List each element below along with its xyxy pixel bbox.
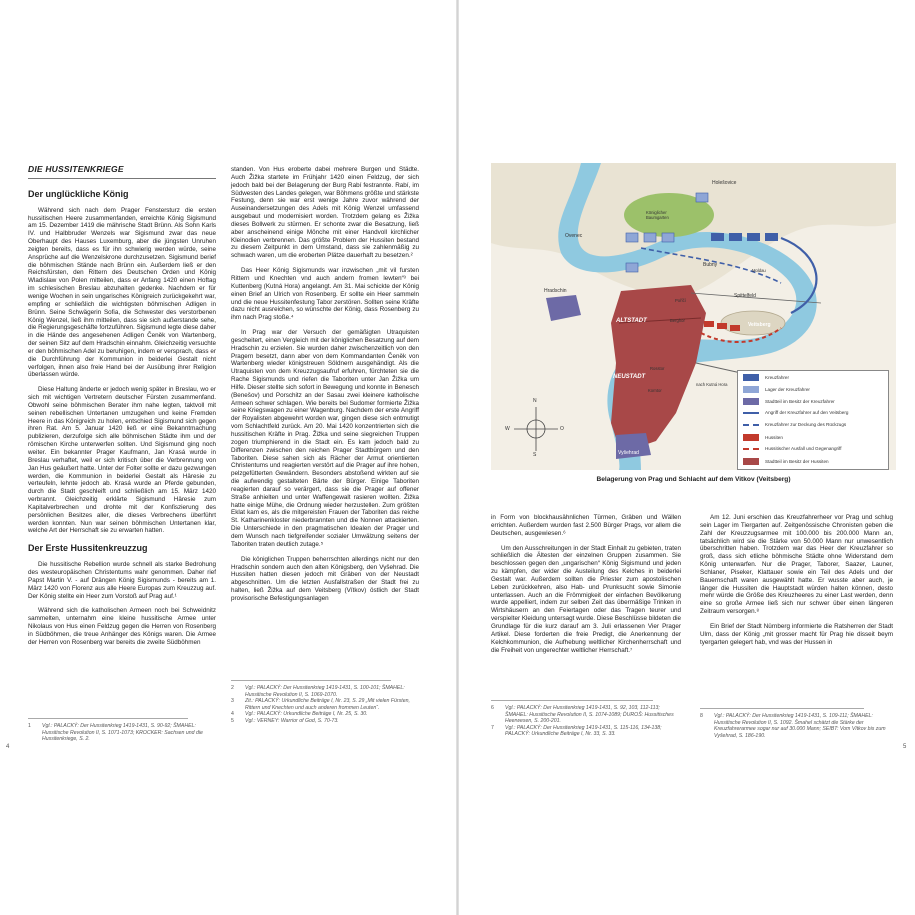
legend-swatch (743, 448, 759, 450)
legend-item (743, 446, 842, 451)
footnote (700, 713, 893, 739)
footnote-text: Vgl.: VERNEY: Warrior of God, S. 70-73. (245, 717, 339, 724)
label-veitsberg: Veitsberg (748, 322, 771, 328)
footnotes-col4 (700, 700, 893, 739)
footnote (28, 723, 216, 743)
footnote (491, 705, 681, 725)
paragraph: Diese Haltung änderte er jedoch wenig später in Breslau, wo er sich mit wichtigen Vertretern deutscher Fürsten zusammenfand. Obwohl seine böhmischen Berater ihm nahe legten, taktvoll mit seinen rebellischen Untertanen umzugehen und keine Fremden Heere in das Königreich zu holen, entschied Sigismund sich gegen ihren Rat. Am 5. Januar 1420 ließ er eine Bekanntmachung publizieren, derzufolge sich alle böhmischen Städte ihm und der römischen Kirche unterwerfen sollten. Und Sigismund ging noch weiter. Ein bekannter Prager Kaufmann, Jan Krasá wurde in Breslau verhaftet, weil er sich kritisch über die Verbrennung von Jan Hus geäußert hatte. Unter der Folter sollte er dazu gezwungen werden, die Kommunion in beiderlei Gestalt als Häresie zu verteufeln, lehnte jedoch ab. Krasá wurde an Pferde gebunden, durch die Stadt geschleift und schließlich am 15. März 1420 verbrannt. Gleichzeitig erklärte Sigismund Häresie zum Kapitalverbrechen und drohte mit der Konfiszierung des persönlichen Besitzes aller, die dieses Verbrechens überführt werden konnten. Nun war seinen böhmischen Untertanen klar, welche Art der Herrschaft sie zu erwarten hatten. (28, 386, 216, 535)
footnote-text: Vgl.: PALACKÝ: Der Hussitenkrieg 1419-1431, S. 109-111; ŠMAHEL: Hussitische Revolution II, S. 1092. Šmahel schätzt die Stärke der Kreuzfahrerarmee sogar nur auf 30.000 Mann; SEIBT: Vom Vítkov bis zum Vyšehrad, S. 186-190. (714, 713, 886, 739)
paragraph: standen. Von Hus eroberte dabei mehrere Burgen und Städte. Auch Žižka startete im Frühjahr 1420 einen Feldzug, der sich jedoch bald bei der Belagerung der Burg Rabí festrannte. Rabí, im Südwesten des Landes gelegen, war Böhmens größte und stärkste Festung, denn sie war erst wenige Jahre zuvor während der Auseinandersetzungen des Adels mit König Wenzel umfassend ausgebaut und modernisiert worden. Trotzdem gelang es Žižka dieses Bollwerk zu stürmen. Er schonte zwar die Besatzung, ließ aber anscheinend einige Mönche mit einer Handvoll kirchlicher Kleinodien verbrennen. Das größte Problem der Hussiten bestand zu diesem Zeitpunkt in dem Umstand, dass sie zahlenmäßig zu schwach waren, um die eroberten Plätze dauerhaft zu besetzen.² (231, 166, 419, 260)
legend-swatch (743, 458, 759, 465)
legend-label: Stadtteil im Besitz der Hussiten (765, 459, 829, 464)
label-ovenec: Ovenec (565, 233, 583, 239)
legend-label: Hussitischer Ausfall und Gegenangriff (765, 446, 842, 451)
footnotes-col3 (491, 692, 681, 738)
hussite-unit (717, 323, 727, 329)
legend-item (743, 434, 783, 441)
legend-label: Kreuzfahrer (765, 375, 790, 380)
legend-item (743, 374, 789, 381)
crusader-unit (711, 233, 724, 241)
compass-s-label: S (533, 452, 537, 458)
legend-item (743, 386, 810, 393)
legend-swatch (743, 412, 759, 414)
compass-o-label: O (560, 426, 564, 432)
legend-item (743, 422, 846, 427)
paragraph: in Form von blockhausähnlichen Türmen, Gräben und Wällen errichten. Außerdem wurden fast 2.500 Bürger Prags, vor allem die Deutschen, ausgewiesen.⁶ (491, 514, 681, 537)
label-bubny: Bubny (703, 262, 718, 268)
label-rosstor: Rosstor (650, 366, 665, 371)
footnote-number: 3 (231, 698, 234, 705)
label-neustadt: NEUSTADT (613, 374, 646, 380)
footnote-rule (231, 680, 391, 681)
footnote (231, 718, 419, 725)
legend-swatch (743, 374, 759, 381)
page-number-left: 4 (6, 744, 10, 750)
crusader-camp (662, 233, 674, 242)
footnotes-col2 (231, 672, 419, 725)
footnote-number: 1 (28, 723, 31, 729)
crusader-unit (747, 233, 760, 241)
hussite-unit (704, 321, 714, 327)
crusader-camp (696, 193, 708, 202)
legend-swatch (743, 398, 759, 405)
footnote-number: 6 (491, 705, 494, 711)
footnote (491, 725, 681, 738)
footnote-text: Vgl.: PALACKÝ: Der Hussitenkrieg 1419-1431, S. 90-92; ŠMAHEL: Hussitische Revolution II, S. 1071-1073; KROCKER: Sachsen und die Hussitenkriege, S. 2. (42, 723, 203, 743)
label-hradschin: Hradschin (544, 288, 567, 294)
footnote-text: Zit.: PALACKÝ: Urkundliche Beiträge I, Nr. 23, S. 29 „Mit vielen Fürsten, Rittern und Knechten und auch anderen frommen Leuten“. (245, 698, 410, 711)
footnote-rule (700, 708, 864, 709)
left-column-1 (28, 166, 216, 654)
legend-item (743, 458, 829, 465)
map-caption: Belagerung von Prag und Schlacht auf dem Vitkov (Veitsberg) (596, 476, 791, 483)
paragraph: Die königlichen Truppen beherrschten allerdings nicht nur den Hradschin sondern auch den alten Königsberg, den Vyšehrad. Die Hussiten hatten diesen jedoch mit Gräben von der Neustadt abgeschnitten. Um die letzten Ausfallstraßen der Stadt frei zu halten, ließ Žižka auf dem Veitsberg (Vítkov) östlich der Stadt provisorische Befestigungsanlagen (231, 555, 419, 602)
legend-swatch (743, 434, 759, 441)
label-spittelfeld: Spittelfeld (734, 293, 756, 299)
footnote-rule (491, 700, 653, 701)
label-moldau: Moldau (752, 268, 766, 273)
section-title-2: Der Erste Hussitenkreuzzug (28, 543, 148, 554)
compass-w-label: W (505, 426, 510, 432)
chapter-title: DIE HUSSITENKRIEGE (28, 166, 216, 179)
crusader-camp (626, 233, 638, 242)
crusader-camp (644, 233, 656, 242)
footnote-text: Vgl.: PALACKÝ: Der Hussitenkrieg 1419-1431, S. 92, 103, 112-113; ŠMAHEL: Hussitische Revolution II, S. 1074-1089; ĎUROŠ: Hussitisches Heerwesen, S. 200-201. (505, 705, 674, 725)
paragraph: Am 12. Juni erschien das Kreuzfahrerheer vor Prag und schlug sein Lager im Tiergarten auf. Zeitgenössische Chronisten geben die Zahl der Kreuzzugsarmee mit 100.000 bis 200.000 Mann an, tatsächlich wird sie die Stärke von 50.000 Mann nur unwesentlich überschritten haben. Trotzdem war das Heer der Kreuzfahrer so groß, dass sich etliche böhmische Städte ohne Widerstand dem König unterwarfen. Nur die Prager, Taborer, Saazer, Launer, Schlaner, Piseker, Klattauer sowie ein Teil des Adels und der Bauernschaft waren ausgewählt hatte. Er wusste aber auch, je länger die Hussiten die Hauptstadt würden halten können, desto mehr würde die Größe des Kreuzheeres zu einer Last werden, denn eine so große Armee ließ sich nur schwer über einen längeren Zeitraum versorgen.⁸ (700, 514, 893, 616)
paragraph: Während sich die katholischen Armeen noch bei Schweidnitz sammelten, unternahm eine kleine hussitische Armee unter Nikolaus von Hus einen Feldzug gegen die Herren von Rosenberg in Südböhmen, die treue Anhänger des Königs waren. Die Armee der Herren von Rosenberg war bereits die zweite Südböhmen (28, 607, 216, 646)
book-gutter (456, 0, 459, 915)
map-legend (737, 370, 889, 470)
crusader-camp (626, 263, 638, 272)
footnote (231, 711, 419, 718)
legend-label: Lager der Kreuzfahrer (765, 387, 810, 392)
label-berghor: Berghor (670, 318, 685, 323)
paragraph: In Prag war der Versuch der gemäßigten Utraquisten gescheitert, einen Vergleich mit der königlichen Besatzung auf dem Hradschin zu erzielen. Sie wurden daher zwischenzeitlich von den Pragern besetzt, dann aber von dem Kommandanten Čeněk von Wartenberg wieder königstreuen Söldnern ausgehändigt. Als die Utraquisten von dem Kreuzzugsaufruf erfuhren, fürchteten sie die Rache Sigismunds und riefen die Taboriten unter Jan Žižka um Hilfe. Dieser stellte sich sofort in Bewegung und konnte in Benesch (Benešov) und Porschitz an der Sasau zwei kleinere katholische Armeen schwer schlagen. Wie bereits bei Sudomer formierte Žižka seine Kriegswagen zu einer Wagenburg. Nachdem der erste Angriff der Royalisten abgewehrt worden war, gingen diese sich entmutigt vom Schlachtfeld zurück. Am 20. Mai 1420 konzentrierten sich die hussitischen Kräfte in Prag. Žižka und seine siegreichen Truppen zogen triumphierend in die Stadt ein. Es kam jedoch bald zu Differenzen zwischen den reichen Prager Stadtbürgern und den Taboriten. Diese sahen sich als Rächer der Armut orientierten Christentums und reagierten verstört auf die Prager auf ihre hohen, pelzgefütterten Gewändern. Besonders abstoßend wirkten auf sie die aufwendig gestalteten Bärte der Bürger. Einige Taboriten reagierten darauf so verärgert, dass sie die Prager auf offener Straße anhielten und unter Waffengewalt rasieren wollten. Žižka hatte einige Mühe, die Ordnung wieder herzustellen. Zum größten Eklat kam es, als die mitgereisten Frauen der Taboriten das reiche St. Katharinenkloster niederbrannten und die Nonnen attackierten. Die Unterschiede in den pragmatischen Idealen der Prager und dem Wunsch nach tiefgreifender sozialer Umwälzung seitens der Taboriten traten deutlich zutage.⁵ (231, 329, 419, 548)
paragraph: Um den Ausschreitungen in der Stadt Einhalt zu gebieten, traten schließlich die Ältesten der einzelnen Gruppen zusammen. Sie beschlossen gegen den „ungarischen“ König Sigismund und jeden zu kämpfen, der wider die Austeilung des Kelches in beiderlei Gestalt war. Außerdem sollten die Priester zum apostolischen Leben zurückkehren, also Hab- und Prunksucht sowie Simonie unterlassen. Auch an die Frömmigkeit der einfachen Bevölkerung wurde appelliert, indem zur selben Zeit das übermäßige Trinken in Wirtshäusern an den Feiertagen oder das Tragen teurer und verspielter Kleidung untersagt wurde. Diese Beschlüsse bildeten die Grundlage für die kurz darauf am 3. Juli erlassenen Vier Prager Artikel. Diese forderten die freie Predigt, die Anerkennung der Kelchkommunion, die Aufhebung weltlicher Kirchenherrschaft und die Freiheit von ungerechter weltlicher Herrschaft.⁷ (491, 544, 681, 654)
legend-item (743, 398, 835, 405)
footnote-text: Vgl.: PALACKÝ: Der Hussitenkrieg 1419-1431, S. 100-101; ŠMAHEL: Hussitische Revolution II, S. 1069-1070. (245, 685, 405, 698)
footnote-text: Vgl.: PALACKÝ: Urkundliche Beiträge I, Nr. 25, S. 30. (245, 711, 368, 718)
label-holesovice: Holešovice (712, 180, 737, 186)
paragraph: Das Heer König Sigismunds war inzwischen „mit vil fursten Rittern und Knechten vnd auch andern fromen lewten“³ bei Kuttenberg (Kutná Hora) angelangt. Am 31. Mai schickte der König einen Brief an Ulrich von Rosenberg. Er sollte ein Heer sammeln und die neue Hussitenfestung Tabor zerstören. Sollten seine Kräfte dazu nicht ausreichen, so wünschte der König, dass Rosenberg zu ihm nach Prag stoße.⁴ (231, 267, 419, 322)
label-porici: Poříčí (675, 298, 686, 303)
footnote-text: Vgl.: PALACKÝ: Der Hussitenkrieg 1419-1431, S. 115-116, 134-138; PALACKÝ: Urkundliche Beiträge I, Nr. 33, S. 33. (505, 724, 662, 738)
footnote-rule (28, 718, 188, 719)
paragraph: Die hussitische Rebellion wurde schnell als starke Bedrohung des westeuropäischen Christentums wahr genommen. Daher rief Papst Martin V. - auf Drängen König Sigismunds - bereits am 1. März 1420 von Florenz aus alle Heere Europas zum Kreuzzug auf. Der König stellte ein Heer zum Vorstoß auf Prag auf.¹ (28, 561, 216, 600)
right-column-3 (491, 514, 681, 661)
legend-label: Kreuzfahrer zur Deckung des Rückzugs (765, 422, 847, 427)
legend-label: Angriff der Kreuzfahrer auf den Veitsberg (765, 410, 849, 415)
paragraph: Ein Brief der Stadt Nürnberg informierte die Ratsherren der Stadt Ulm, dass der König „mit grosser macht für Prag hie disseit beym tyergarten gelegert hab, vnd was der Hussen in (700, 622, 893, 646)
crusader-unit (729, 233, 742, 241)
footnote-number: 5 (231, 717, 234, 724)
paragraph: Während sich nach dem Prager Fenstersturz die ersten hussitischen Heere zusammenfanden, erreichte König Sigismund am 15. Dezember 1419 die mährische Stadt Brünn. Als Sohn Karls IV. und Halbbruder Wenzels war Sigismund zwar das neue Oberhaupt des Hauses Luxemburg, aber die jüngsten Unruhen zeigten bereits, dass es für ihn schwierig werden würde, seine Ansprüche auf die Wenzelskrone durchzusetzen. Sigismund berief die böhmischen Stände nach Brünn ein. Außerdem ließ er den Reichsfürsten, den Rittern des Deutschen Orden und König Wladislaw von Polen mitteilen, dass er Anfang 1420 einen Hoftag im schlesischen Breslau abzuhalten gedenke. Nachdem er für wenige Wochen in sein ungarisches Königreich zurückgekehrt war, empfing er schließlich die wichtigsten böhmischen Adligen in Brünn. Seine Schwägerin Sofia, die Schwester des verstorbenen König Wenzel, ließ ihm mitteilen, dass sie sich außerstande sehe, die Regierungsgeschäfte fortzuführen. Sigismund legte diese daher in die Hände des angesehenen Adligen Čeněk von Wartenberg, der seinen Sitz auf dem Hradschin einnahm. Gleichzeitig versuchte er den böhmischen Adel zu beruhigen, indem er versprach, dass er die Durchführung der Kommunion in beiderlei Gestalt nicht verfolgen, ihnen also freie Hand bei der Ausübung ihrer Religion überlassen würde. (28, 206, 216, 379)
footnote-number: 8 (700, 713, 703, 719)
section-title-1: Der unglückliche König (28, 188, 129, 199)
legend-label: Hussiten (765, 435, 783, 440)
left-column-2 (231, 166, 419, 610)
footnote (231, 685, 419, 698)
legend-swatch (743, 424, 759, 426)
label-vysehrad: Vyšehrad (618, 450, 639, 456)
label-korntor: Korntor (648, 388, 662, 393)
hussite-unit (730, 325, 740, 331)
compass-n-label: N (533, 398, 537, 404)
page-number-right: 5 (903, 744, 907, 750)
footnote-number: 4 (231, 711, 234, 718)
footnote (231, 698, 419, 711)
crusader-unit (765, 233, 778, 241)
legend-swatch (743, 386, 759, 393)
footnote-number: 2 (231, 685, 234, 691)
footnote-number: 7 (491, 724, 494, 731)
label-royal-garden: Königlicher Baumgarten (646, 210, 669, 220)
label-kutna-hora: nach Kutná Hora (696, 382, 728, 387)
legend-label: Stadtteil im Besitz der Kreuzfahrer (765, 399, 835, 404)
right-column-4 (700, 514, 893, 654)
footnotes-col1 (28, 710, 216, 743)
label-altstadt: ALTSTADT (616, 318, 647, 324)
legend-item (743, 410, 848, 415)
